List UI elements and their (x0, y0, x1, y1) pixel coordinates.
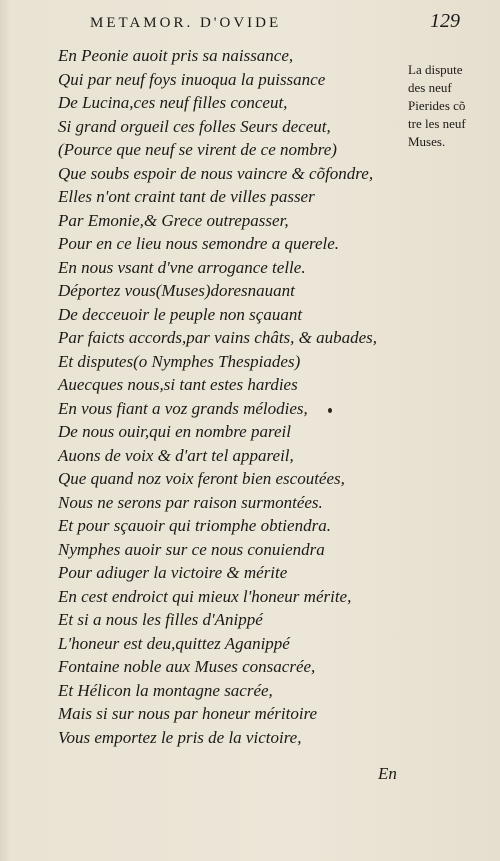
verse-line: L'honeur est deu,quittez Aganippé (58, 633, 290, 653)
verse-line: Et pour sçauoir qui triomphe obtiendra. (58, 516, 331, 535)
page-number: 129 (430, 10, 460, 32)
verse-line: Nous ne serons par raison surmontées. (58, 492, 323, 512)
marginal-note-line: tre les neuf (408, 116, 466, 131)
verse-line: De Lucina,ces neuf filles conceut, (58, 93, 288, 112)
verse-line: Vous emportez le pris de la victoire, (58, 727, 302, 747)
verse-line: Par Emonie,& Grece outrepasser, (58, 210, 289, 230)
verse-line: Auons de voix & d'art tel appareil, (58, 445, 294, 465)
verse-line: En cest endroict qui mieux l'honeur mérite, (58, 586, 352, 606)
verse-line: Auecques nous,si tant estes hardies (58, 375, 298, 394)
verse-line: En nous vsant d'vne arrogance telle. (58, 257, 306, 277)
verse-line: En vous fiant a voz grands mélodies, (58, 398, 308, 418)
verse-line: Déportez vous(Muses)doresnauant (58, 281, 295, 300)
verse-line: De decceuoir le peuple non sçauant (58, 304, 303, 324)
verse-line: Pour en ce lieu nous semondre a querele. (58, 234, 340, 253)
verse-line: En Peonie auoit pris sa naissance, (58, 46, 294, 65)
verse-line: Et Hélicon la montagne sacrée, (58, 680, 273, 700)
verse-line: Fontaine noble aux Muses consacrée, (58, 657, 316, 676)
verse-line: Elles n'ont craint tant de villes passer (58, 187, 315, 206)
verse-line: De nous ouir,qui en nombre pareil (58, 422, 291, 441)
catchword: En (378, 764, 397, 783)
verse-text (58, 44, 408, 749)
verse-line: Nymphes auoir sur ce nous conuiendra (58, 539, 325, 559)
verse-line: Et disputes(o Nymphes Thespiades) (58, 351, 301, 371)
verse-line: Mais si sur nous par honeur méritoire (58, 704, 318, 723)
running-head (90, 10, 460, 33)
ink-speck (328, 408, 332, 413)
verse-line: Qui par neuf foys inuoqua la puissance (58, 69, 326, 89)
verse-line: (Pource que neuf se virent de ce nombre) (58, 140, 337, 159)
verse-line: Que quand noz voix feront bien escoutées, (58, 469, 345, 488)
marginal-note-line: Muses. (408, 134, 446, 149)
verse-line: Que soubs espoir de nous vaincre & cõfondre, (58, 163, 374, 183)
running-title: METAMOR. D'OVIDE (90, 15, 282, 31)
verse-line: Et si a nous les filles d'Anippé (58, 610, 263, 629)
marginal-note-line: La dispute (408, 62, 463, 77)
marginal-note (408, 61, 494, 151)
verse-line: Si grand orgueil ces folles Seurs deceut, (58, 116, 331, 136)
verse-line: Pour adiuger la victoire & mérite (58, 563, 288, 582)
verse-line: Par faicts accords,par vains châts, & aubades, (58, 328, 378, 347)
marginal-note-line: des neuf (408, 80, 452, 95)
marginal-note-line: Pierides cõ (408, 98, 466, 113)
